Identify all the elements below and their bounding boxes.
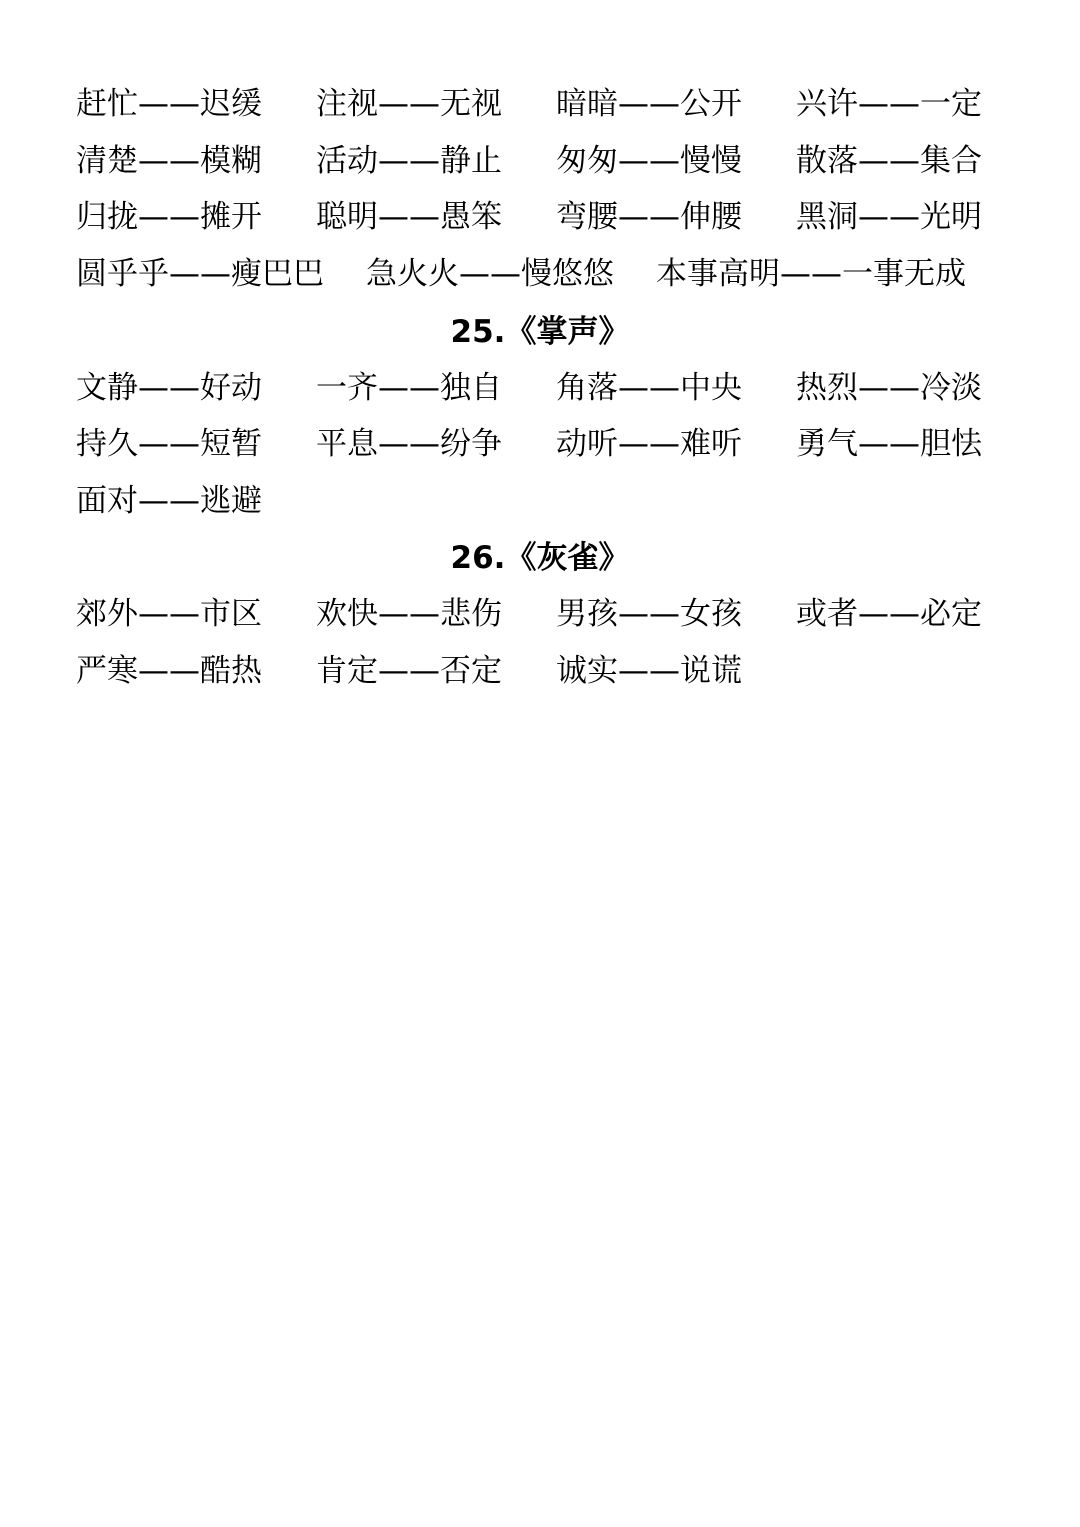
antonym-pair: 文静——好动 — [76, 370, 262, 406]
antonym-pair: 注视——无视 — [316, 86, 502, 122]
antonym-pair: 动听——难听 — [556, 426, 742, 462]
antonym-pair: 诚实——说谎 — [556, 653, 742, 689]
antonym-pair: 聪明——愚笨 — [316, 199, 502, 235]
antonym-pair: 面对——逃避 — [76, 483, 262, 519]
antonym-pair: 角落——中央 — [556, 370, 742, 406]
antonym-pair: 勇气——胆怯 — [796, 426, 982, 462]
antonym-pair: 散落——集合 — [796, 143, 982, 179]
antonym-pair: 活动——静止 — [316, 143, 502, 179]
antonym-pair: 清楚——模糊 — [76, 143, 262, 179]
antonym-pair: 兴许——一定 — [796, 86, 982, 122]
section-heading: 25.《掌声》 — [450, 314, 630, 350]
antonym-pair: 急火火——慢悠悠 — [366, 256, 614, 292]
section-heading: 26.《灰雀》 — [450, 540, 630, 576]
antonym-pair: 赶忙——迟缓 — [76, 86, 262, 122]
antonym-pair: 暗暗——公开 — [556, 86, 742, 122]
antonym-pair: 郊外——市区 — [76, 596, 262, 632]
antonym-pair: 匆匆——慢慢 — [556, 143, 742, 179]
antonym-pair: 黑洞——光明 — [796, 199, 982, 235]
antonym-pair: 圆乎乎——瘦巴巴 — [76, 256, 324, 292]
antonym-pair: 欢快——悲伤 — [316, 596, 502, 632]
antonym-pair: 本事高明——一事无成 — [656, 256, 966, 292]
antonym-pair: 归拢——摊开 — [76, 199, 262, 235]
antonym-pair: 或者——必定 — [796, 596, 982, 632]
antonym-pair: 平息——纷争 — [316, 426, 502, 462]
antonym-pair: 肯定——否定 — [316, 653, 502, 689]
antonym-pair: 严寒——酷热 — [76, 653, 262, 689]
antonym-pair: 持久——短暂 — [76, 426, 262, 462]
antonym-pair: 一齐——独自 — [316, 370, 502, 406]
antonym-pair: 男孩——女孩 — [556, 596, 742, 632]
antonym-pair: 弯腰——伸腰 — [556, 199, 742, 235]
antonym-pair: 热烈——冷淡 — [796, 370, 982, 406]
